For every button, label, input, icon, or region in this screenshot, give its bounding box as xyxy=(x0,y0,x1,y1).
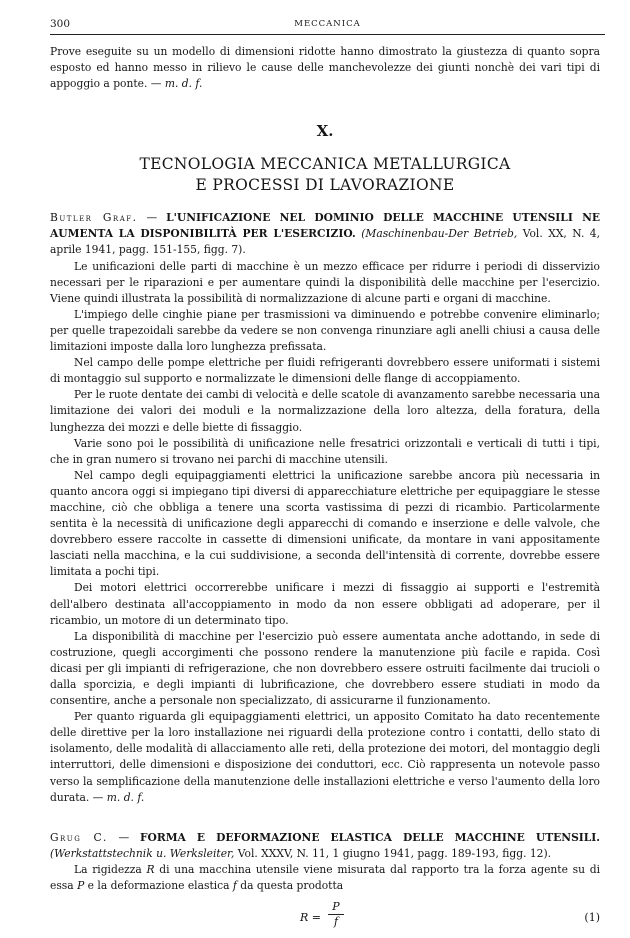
article-1-paragraph-text: Per quanto riguarda gli equipaggiamenti elettrici, un apposito Comitato ha dato recentemente delle direttive per la loro installazione nei riguardi della protezione contro i contatti, dello stato di isolamento, delle modalità di allacciamento alle reti, della protezione dei motori, del montaggio degli interruttori, delle dimensioni e disposizione dei conduttori, ecc. Ciò rappresenta un notevole passo verso la semplificazione della manutenzione delle installazioni elettriche e verso l'aumento della loro durata. — xyxy=(50,710,600,804)
fraction-numerator: P xyxy=(332,900,340,914)
intro-paragraph xyxy=(50,44,600,92)
article-2-journal: (Werkstattstechnik u. Werksleiter, xyxy=(50,846,235,860)
section-title-line-1: TECNOLOGIA MECCANICA METALLURGICA xyxy=(139,155,511,174)
article-2-paragraph xyxy=(50,862,600,894)
fraction-denominator: f xyxy=(333,915,339,929)
section-title-line-2: E PROCESSI DI LAVORAZIONE xyxy=(195,176,455,195)
article-1-body xyxy=(50,259,600,806)
page-number: 300 xyxy=(50,18,71,30)
article-1-journal: (Maschinenbau-Der Betrieb, xyxy=(361,227,518,241)
article-1-paragraph: La disponibilità di macchine per l'esercizio può essere aumentata anche adottando, in sede di costruzione, quegli accorgimenti che possono rendere la manutenzione più facile e rapida. Così dicasi per gli impianti di refrigerazione, che non dovrebbero essere ostruiti facilmente dai trucioli o dalla sporcizia, e degli impianti di lubrificazione, che dovrebbero essere studiati in modo da consentire, anche a personale non specializzato, di assicurarne il funzionamento. xyxy=(50,629,600,708)
article-1-paragraph: Nel campo delle pompe elettriche per fluidi refrigeranti dovrebbero essere uniformati i sistemi di montaggio sul supporto e normalizzate le dimensioni delle flange di accoppiamento. xyxy=(50,356,600,386)
equation-lhs: R = xyxy=(300,911,321,925)
article-1-dash: — xyxy=(137,211,167,225)
article-2-reference xyxy=(50,830,600,862)
article-1-paragraph: Nel campo degli equipaggiamenti elettrici la unificazione sarebbe ancora più necessaria in quanto ancora oggi si impiegano tipi diversi di apparecchiature elettriche per equipaggiare le stesse macchine, ciò che obbliga a tenere una scorta vastissima di pezzi di ricambio. Particolarmente sentita è la necessità di unificazione degli apparecchi di comando e inserzione e delle valvole, che dovrebbero essere raccolte in cassette di dimensioni unificate, da montare in vani appositamente lasciati nella macchina, e la cui suddivisione, a seconda dell'intensità di corrente, dovrebbe essere limitata a pochi tipi. xyxy=(50,468,600,579)
page-header xyxy=(50,18,605,35)
article-1-paragraph: Dei motori elettrici occorrerebbe unificare i mezzi di fissaggio ai supporti e l'estremità dell'albero destinata all'accoppiamento in modo da non essere obbligati ad adoperare, per il ricambio, un motore di un determinato tipo. xyxy=(50,581,600,627)
section-title xyxy=(50,154,600,196)
equation-number: (1) xyxy=(584,911,600,925)
article-2-dash: — xyxy=(107,830,140,844)
page-content xyxy=(50,44,600,938)
running-title: MECCANICA xyxy=(294,19,361,29)
text-run: da questa prodotta xyxy=(236,879,344,893)
section-number: X. xyxy=(316,122,334,141)
article-1-paragraph: Per le ruote dentate dei cambi di velocità e delle scatole di avanzamento sarebbe necessaria una limitazione dei valori dei moduli e la normalizzazione della loro altezza, della foratura, della lunghezza dei mozzi e delle biette di fissaggio. xyxy=(50,388,600,434)
article-2-title: FORMA E DEFORMAZIONE ELASTICA DELLE MACCHINE UTENSILI. xyxy=(139,830,601,844)
article-1-paragraph: Varie sono poi le possibilità di unificazione nelle fresatrici orizzontali e verticali di tutti i tipi, che in gran numero si trovano nei parchi di macchine utensili. xyxy=(50,436,600,466)
article-2-citation: Vol. XXXV, N. 11, 1 giugno 1941, pagg. 189-193, figg. 12). xyxy=(234,846,552,860)
article-1-author: Butler Graf. xyxy=(50,211,138,225)
math-symbol-R: R xyxy=(146,862,155,876)
article-1-paragraph: Le unificazioni delle parti di macchine è un mezzo efficace per ridurre i periodi di disservizio necessari per le riparazioni e per aumentare quindi la disponibilità delle macchine per l'esercizio. Viene quindi illustrata la possibilità di normalizzazione di alcune parti e organi di macchine. xyxy=(50,259,600,305)
equation-fraction xyxy=(328,900,344,929)
text-run: di una macchina utensile viene misurata dal rapporto tra la forza agente su di essa xyxy=(50,862,600,893)
equation-1 xyxy=(50,898,600,938)
math-symbol-f: f xyxy=(232,879,237,893)
article-1-citation: Vol. XX, N. 4, aprile 1941, pagg. 151-155, figg. 7). xyxy=(50,227,601,257)
text-run: La rigidezza xyxy=(74,862,147,876)
intro-signature: m. d. f. xyxy=(164,77,203,91)
article-2-author: Grug C. xyxy=(50,830,108,844)
math-symbol-P: P xyxy=(77,879,85,893)
article-1-signature: m. d. f. xyxy=(106,790,145,804)
text-run: e la deformazione elastica xyxy=(84,879,233,893)
article-1-final-paragraph xyxy=(50,709,600,806)
article-1-title: L'UNIFICAZIONE NEL DOMINIO DELLE MACCHINE UTENSILI NE AUMENTA LA DISPONIBILITÀ PER L'ESERCIZIO. xyxy=(50,211,600,241)
intro-text: Prove eseguite su un modello di dimensioni ridotte hanno dimostrato la giustezza di quanto sopra esposto ed hanno messo in rilievo le cause delle manchevolezze dei giunti nonchè dei vari tipi di appoggio a ponte. — xyxy=(50,45,600,91)
article-1-paragraph: L'impiego delle cinghie piane per trasmissioni va diminuendo e potrebbe convenire eliminarlo; per quelle trapezoidali sarebbe da vedere se non convenga rinunziare agli anelli chiusi a causa delle limitazioni imposte dalla loro lunghezza prefissata. xyxy=(50,307,600,354)
article-1-reference xyxy=(50,210,600,258)
